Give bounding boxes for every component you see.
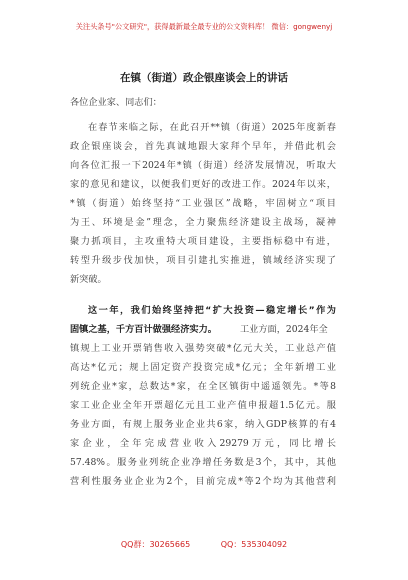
bold-heading-line: 固镇之基，千方百计做强经济实力。 [70,324,217,335]
bold-heading-line: 这一年，我们始终坚持把“扩大投资—稳定增长”作为 [88,305,336,316]
paragraph-line: 家工业企业全年开票超亿元且工业产值申报超1.5亿元。服 [70,400,336,411]
paragraph-line: 高达*亿元；规上固定资产投资完成*亿元；全年新增工业 [70,362,336,373]
footer-qq: QQ：535304092 [220,540,288,549]
paragraph-line: 家的意见和建议，以便我们更好的改进工作。2024年以来， [70,179,336,190]
paragraph-line: 列统企业*家，总数达*家，在全区镇街中遥遥领先。*等8 [70,381,336,392]
header-note: 关注头条号"公文研究"，获得最新最全最专业的公文资料库！ 微信：gongwenyj [75,22,333,31]
paragraph-line: 转型升级步伐加快，项目引建扎实推进，镇域经济实现了 [70,255,336,266]
paragraph-line: 为王、环境是金”理念，全力聚焦经济建设主战场，凝神 [70,217,336,228]
greeting: 各位企业家、同志们： [70,97,162,108]
footer-qq-group: QQ群：30265665 [120,540,191,549]
paragraph-line: 政企银座谈会，首先真诚地跟大家拜个早年，并借此机会 [70,141,336,152]
paragraph-line: 向各位汇报一下2024年*镇（街道）经济发展情况，听取大 [70,160,336,171]
paragraph-line: 镇规上工业开票销售收入强势突破*亿元大关，工业总产值 [70,343,336,354]
paragraph-line: 在春节来临之际，在此召开**镇（街道）2025年度新春 [88,122,336,133]
footer-contact [0,539,408,550]
paragraph-line: 务业方面，有规上服务业企业共6家，纳入GDP核算的有4 [70,419,336,430]
paragraph-line: 新突破。 [70,274,107,285]
paragraph-line: 家企业，全年完成营业收入29279万元，同比增长 [70,438,336,449]
paragraph-line: *镇（街道）始终坚持“工业强区”战略，牢固树立“项目 [70,198,336,209]
paragraph-line: 聚力抓项目，主攻重特大项目建设，主要指标稳中有进， [70,236,336,247]
paragraph-line: 工业方面，2024年全 [240,324,328,335]
page-title: 在镇（街道）政企银座谈会上的讲话 [120,72,288,84]
paragraph-line: 57.48%。服务业列统企业净增任务数是3个，其中，其他 [70,457,336,468]
paragraph-line: 营利性服务业企业为2个，目前完成*等2个均为其他营利 [70,476,336,487]
